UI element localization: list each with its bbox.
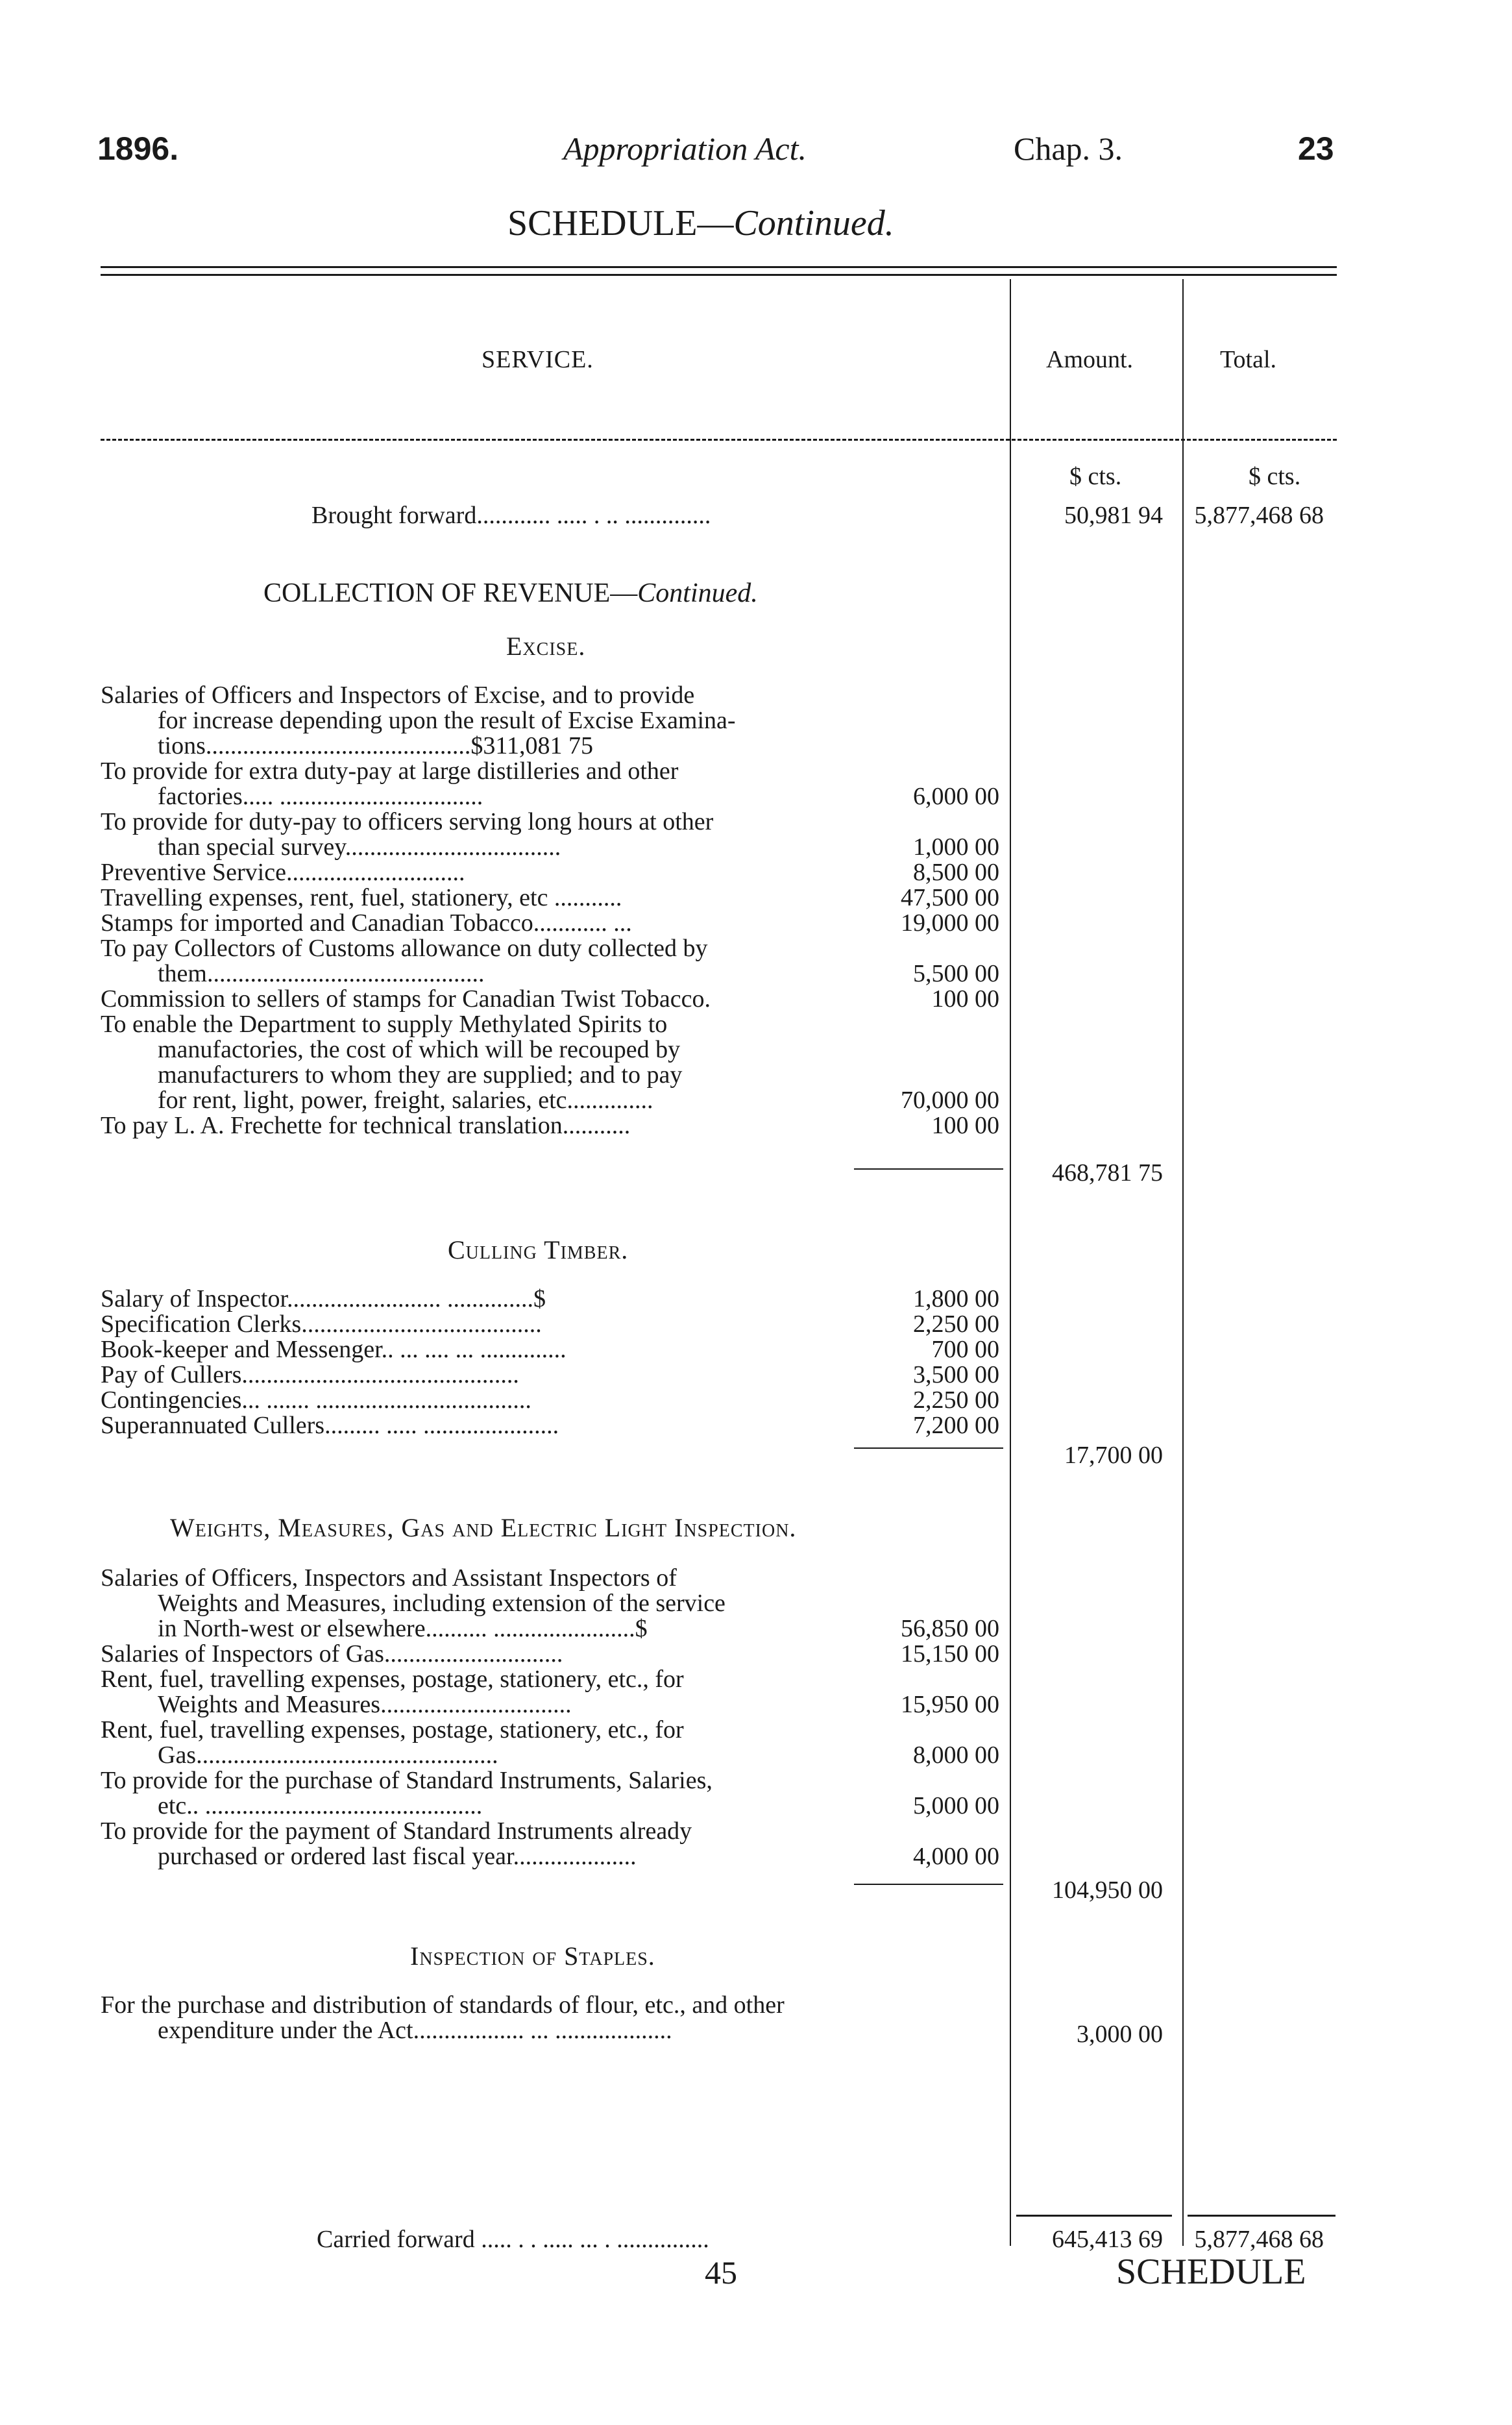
collection-heading-continued: Continued. bbox=[637, 578, 758, 608]
weights-lines bbox=[101, 1566, 853, 1869]
total-unit: $ cts. bbox=[1249, 463, 1301, 490]
total-column-left-rule bbox=[1182, 279, 1184, 2246]
culling-line: Contingencies... ....... ................................... bbox=[101, 1386, 531, 1414]
weights-amount bbox=[857, 1717, 999, 1743]
weights-line: Gas................................................. bbox=[158, 1742, 498, 1769]
excise-amount bbox=[857, 683, 999, 708]
excise-amount: 100 00 bbox=[931, 985, 999, 1013]
excise-amount: 1,000 00 bbox=[913, 833, 999, 861]
excise-line: Preventive Service............................. bbox=[101, 859, 465, 886]
weights-amount: 5,000 00 bbox=[913, 1792, 999, 1819]
excise-line: Commission to sellers of stamps for Canadian Twist Tobacco. bbox=[101, 985, 711, 1013]
weights-line: To provide for the purchase of Standard Instruments, Salaries, bbox=[101, 1767, 713, 1794]
weights-line: Salaries of Inspectors of Gas............................. bbox=[101, 1640, 563, 1668]
excise-line: Salaries of Officers and Inspectors of Excise, and to provide bbox=[101, 682, 695, 709]
excise-line: To pay L. A. Frechette for technical translation........... bbox=[101, 1112, 631, 1139]
column-header-amount: Amount. bbox=[1046, 346, 1134, 373]
culling-line: Salary of Inspector......................... ..............$ bbox=[101, 1285, 546, 1312]
weights-amount bbox=[857, 1819, 999, 1844]
collection-revenue-heading bbox=[263, 578, 758, 609]
top-rule-1 bbox=[101, 266, 1337, 268]
culling-amounts bbox=[857, 1286, 999, 1438]
top-rule-2 bbox=[101, 274, 1337, 276]
header-title: Appropriation Act. bbox=[563, 130, 807, 167]
weights-amount: 15,950 00 bbox=[901, 1691, 999, 1718]
culling-amount: 1,800 00 bbox=[913, 1285, 999, 1312]
culling-line: Pay of Cullers............................................. bbox=[101, 1361, 519, 1388]
header-chapter: Chap. 3. bbox=[1014, 130, 1123, 167]
excise-amount: 47,500 00 bbox=[901, 884, 999, 911]
excise-amount: 19,000 00 bbox=[901, 909, 999, 937]
brought-forward-label: Brought forward............ ..... . .. .............. bbox=[311, 502, 711, 529]
carried-forward-total: 5,877,468 68 bbox=[1194, 2226, 1324, 2253]
weights-amount: 15,150 00 bbox=[901, 1640, 999, 1668]
weights-line: purchased or ordered last fiscal year.................... bbox=[158, 1843, 637, 1870]
excise-lines bbox=[101, 683, 853, 1139]
culling-amount: 2,250 00 bbox=[913, 1386, 999, 1414]
culling-line: Specification Clerks....................................... bbox=[101, 1311, 542, 1338]
excise-line: Travelling expenses, rent, fuel, stationery, etc ........... bbox=[101, 884, 622, 911]
weights-amount bbox=[857, 1768, 999, 1793]
culling-sum-rule bbox=[854, 1447, 1003, 1449]
excise-line: To pay Collectors of Customs allowance on duty collected by bbox=[101, 935, 708, 962]
culling-subtotal: 17,700 00 bbox=[1064, 1442, 1163, 1469]
excise-line: them............................................. bbox=[158, 960, 485, 987]
excise-line: To enable the Department to supply Methylated Spirits to bbox=[101, 1011, 668, 1038]
excise-line: for rent, light, power, freight, salaries, etc.............. bbox=[158, 1087, 653, 1114]
culling-amount: 7,200 00 bbox=[913, 1412, 999, 1439]
staples-lines bbox=[101, 1993, 1009, 2043]
excise-amount: 8,500 00 bbox=[913, 859, 999, 886]
culling-line: Book-keeper and Messenger.. ... .... ... .............. bbox=[101, 1336, 567, 1363]
weights-line: To provide for the payment of Standard Instruments already bbox=[101, 1817, 692, 1845]
signature-number: 45 bbox=[705, 2254, 737, 2291]
excise-amount: 100 00 bbox=[931, 1112, 999, 1139]
excise-amount bbox=[857, 809, 999, 835]
culling-lines bbox=[101, 1286, 853, 1438]
excise-subtotal: 468,781 75 bbox=[1052, 1159, 1163, 1187]
weights-subtotal: 104,950 00 bbox=[1052, 1877, 1163, 1904]
brought-forward-amount: 50,981 94 bbox=[1064, 502, 1163, 529]
weights-line: in North-west or elsewhere.......... .......................$ bbox=[158, 1615, 648, 1642]
schedule-title bbox=[507, 203, 894, 244]
excise-amount bbox=[857, 1037, 999, 1063]
excise-line: manufacturers to whom they are supplied; and to pay bbox=[158, 1061, 683, 1089]
excise-line: Stamps for imported and Canadian Tobacco............ ... bbox=[101, 909, 632, 937]
excise-sum-rule bbox=[854, 1168, 1003, 1170]
excise-line: tions...........................................$311,081 75 bbox=[158, 732, 593, 759]
weights-amount bbox=[857, 1566, 999, 1591]
weights-amount bbox=[857, 1667, 999, 1692]
staples-heading: Inspection of Staples. bbox=[410, 1941, 655, 1971]
amount-column-left-rule bbox=[1010, 279, 1011, 2246]
culling-heading: Culling Timber. bbox=[448, 1235, 629, 1264]
staples-line: expenditure under the Act.................. ... ................... bbox=[158, 2017, 672, 2044]
schedule-title-continued: Continued. bbox=[733, 203, 894, 243]
excise-amount: 70,000 00 bbox=[901, 1087, 999, 1114]
weights-amount: 8,000 00 bbox=[913, 1742, 999, 1769]
carried-forward-total-rule bbox=[1188, 2215, 1335, 2217]
excise-line: factories..... ................................. bbox=[158, 783, 483, 810]
culling-amount: 3,500 00 bbox=[913, 1361, 999, 1388]
weights-line: Weights and Measures............................... bbox=[158, 1691, 572, 1718]
excise-line: for increase depending upon the result of Excise Examina- bbox=[158, 707, 736, 734]
excise-amount bbox=[857, 759, 999, 784]
weights-sum-rule bbox=[854, 1884, 1003, 1885]
column-header-service: SERVICE. bbox=[482, 346, 594, 373]
weights-line: etc.. ............................................. bbox=[158, 1792, 483, 1819]
excise-amount bbox=[857, 708, 999, 733]
weights-measures-heading: Weights, Measures, Gas and Electric Light Inspection. bbox=[170, 1513, 797, 1542]
excise-amount bbox=[857, 733, 999, 759]
excise-amounts bbox=[857, 683, 999, 1139]
excise-amount bbox=[857, 1063, 999, 1088]
excise-amount: 6,000 00 bbox=[913, 783, 999, 810]
catchword: SCHEDULE bbox=[1116, 2252, 1306, 2292]
header-page-number: 23 bbox=[1298, 130, 1334, 167]
weights-line: Salaries of Officers, Inspectors and Assistant Inspectors of bbox=[101, 1564, 677, 1592]
weights-line: Weights and Measures, including extension of the service bbox=[158, 1590, 726, 1617]
column-header-total: Total. bbox=[1220, 346, 1277, 373]
culling-line: Superannuated Cullers......... ..... ...................... bbox=[101, 1412, 559, 1439]
collection-heading-main: COLLECTION OF REVENUE— bbox=[263, 578, 638, 608]
brought-forward-total: 5,877,468 68 bbox=[1194, 502, 1324, 529]
excise-line: manufactories, the cost of which will be recouped by bbox=[158, 1036, 681, 1063]
carried-forward-label: Carried forward ..... . . ..... ... . ............... bbox=[317, 2226, 709, 2253]
weights-amounts bbox=[857, 1566, 999, 1869]
excise-line: To provide for extra duty-pay at large distilleries and other bbox=[101, 757, 679, 785]
excise-amount bbox=[857, 1012, 999, 1037]
weights-amount bbox=[857, 1591, 999, 1616]
excise-heading: Excise. bbox=[506, 632, 586, 661]
header-year: 1896. bbox=[97, 130, 179, 167]
excise-amount: 5,500 00 bbox=[913, 960, 999, 987]
staples-amount: 3,000 00 bbox=[1077, 2021, 1163, 2048]
carried-forward-amount-rule bbox=[1016, 2215, 1172, 2217]
culling-amount: 2,250 00 bbox=[913, 1311, 999, 1338]
weights-line: Rent, fuel, travelling expenses, postage, stationery, etc., for bbox=[101, 1666, 684, 1693]
excise-line: than special survey................................... bbox=[158, 833, 561, 861]
weights-line: Rent, fuel, travelling expenses, postage, stationery, etc., for bbox=[101, 1716, 684, 1743]
weights-amount: 56,850 00 bbox=[901, 1615, 999, 1642]
header-separator bbox=[101, 439, 1337, 441]
weights-amount: 4,000 00 bbox=[913, 1843, 999, 1870]
excise-line: To provide for duty-pay to officers serving long hours at other bbox=[101, 808, 714, 835]
carried-forward-amount: 645,413 69 bbox=[1052, 2226, 1163, 2253]
culling-amount: 700 00 bbox=[931, 1336, 999, 1363]
excise-amount bbox=[857, 936, 999, 961]
staples-line: For the purchase and distribution of standards of flour, etc., and other bbox=[101, 1991, 785, 2019]
amount-unit: $ cts. bbox=[1069, 463, 1122, 490]
schedule-title-main: SCHEDULE— bbox=[507, 203, 734, 243]
